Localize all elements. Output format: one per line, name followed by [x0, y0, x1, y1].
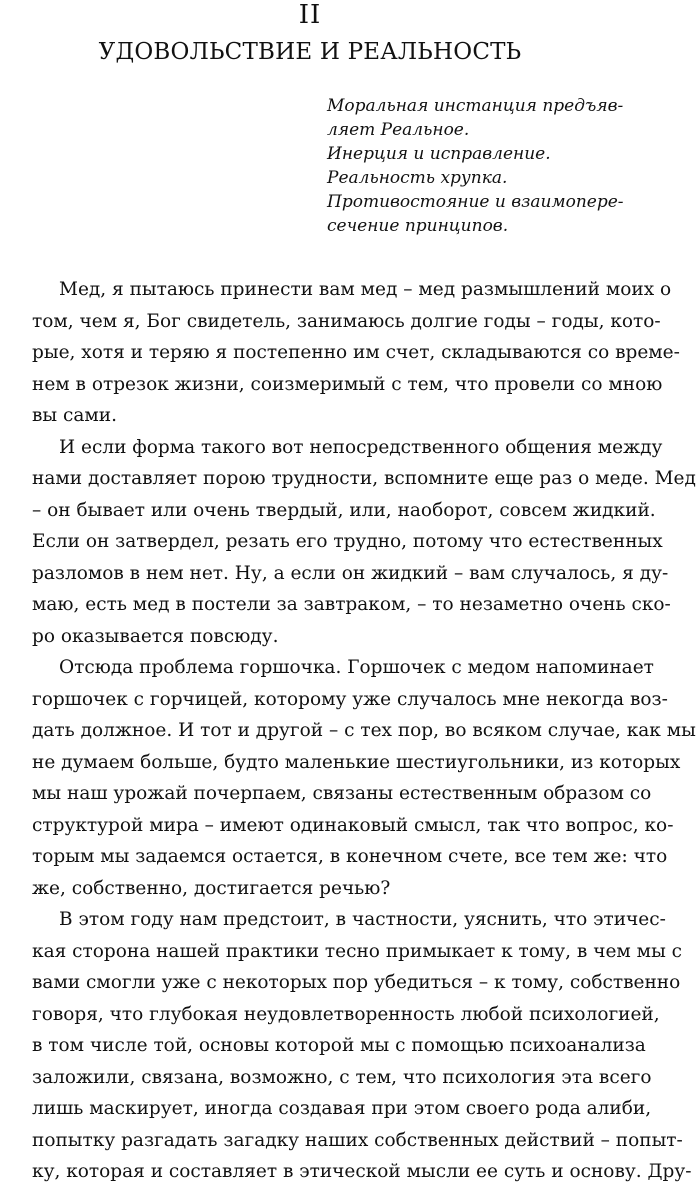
text-line: нем в отрезок жизни, соизмеримый с тем, что провели со мною [32, 373, 663, 395]
text-line: торым мы задаемся остается, в конечном счете, все тем же: что [32, 846, 668, 867]
text-line: же, собственно, достигается речью? [32, 877, 391, 899]
chapter-title: УДОВОЛЬСТВИЕ И РЕАЛЬНОСТЬ [98, 39, 522, 65]
text-line: дать должное. И тот и другой – с тех пор, во всяком случае, как мы [32, 720, 696, 741]
paragraph [32, 652, 696, 904]
text-line: рые, хотя и теряю я постепенно им счет, складываются со време- [32, 342, 680, 363]
text-line: Мед, я пытаюсь принести вам мед – мед размышлений моих о [59, 279, 672, 300]
text-line: ро оказывается повсюду. [32, 625, 279, 647]
text-line: не думаем больше, будто маленькие шестиугольники, из которых [32, 751, 681, 773]
text-line: Если он затвердел, резать его трудно, потому что естественных [32, 531, 663, 552]
text-line: горшочек с горчицей, которому уже случалось мне некогда воз- [32, 688, 668, 710]
text-line: заложили, связана, возможно, с тем, что психология эта всего [32, 1066, 652, 1088]
text-line: нами доставляет порою трудности, вспомните еще раз о меде. Мед [32, 468, 696, 489]
text-line: мы наш урожай почерпаем, связаны естественным образом со [32, 783, 652, 804]
text-line: кая сторона нашей практики тесно примыкает к тому, в чем мы с [32, 940, 683, 962]
text-line: попытку разгадать загадку наших собственных действий – попыт- [32, 1129, 683, 1151]
text-line: вы сами. [32, 405, 118, 426]
text-line: В этом году нам предстоит, в частности, уяснить, что этичес- [59, 909, 666, 930]
body-text [32, 274, 696, 1188]
paragraph [32, 432, 696, 653]
epigraph-line: Моральная инстанция предъяв- [327, 96, 624, 116]
text-line: в том числе той, основы которой мы с помощью психоанализа [32, 1035, 646, 1056]
text-line: – он бывает или очень твердый, или, наоборот, совсем жидкий. [32, 499, 656, 521]
chapter-number: II [298, 0, 322, 30]
text-line: говоря, что глубокая неудовлетворенность любой психологией, [32, 1003, 660, 1025]
paragraph [32, 274, 680, 432]
paragraph [32, 904, 692, 1188]
text-line: структурой мира – имеют одинаковый смысл, так что вопрос, ко- [32, 814, 674, 836]
epigraph-line: ляет Реальное. [327, 120, 470, 140]
epigraph-line: Реальность хрупка. [327, 168, 508, 188]
epigraph-line: сечение принципов. [327, 216, 509, 236]
epigraph-line: Противостояние и взаимопере- [327, 192, 624, 212]
text-line: маю, есть мед в постели за завтраком, – то незаметно очень ско- [32, 594, 671, 615]
text-line: Отсюда проблема горшочка. Горшочек с медом напоминает [59, 657, 654, 678]
epigraph-line: Инерция и исправление. [327, 144, 551, 164]
text-line: ку, которая и составляет в этической мысли ее суть и основу. Дру- [32, 1161, 692, 1182]
text-line: вами смогли уже с некоторых пор убедиться – к тому, собственно [32, 972, 681, 993]
text-line: разломов в нем нет. Ну, а если он жидкий – вам случалось, я ду- [32, 562, 669, 584]
text-line: том, чем я, Бог свидетель, занимаюсь долгие годы – годы, кото- [32, 310, 661, 332]
text-line: лишь маскирует, иногда создавая при этом своего рода алиби, [32, 1098, 652, 1119]
epigraph [327, 94, 624, 238]
text-line: И если форма такого вот непосредственного общения между [59, 436, 663, 458]
